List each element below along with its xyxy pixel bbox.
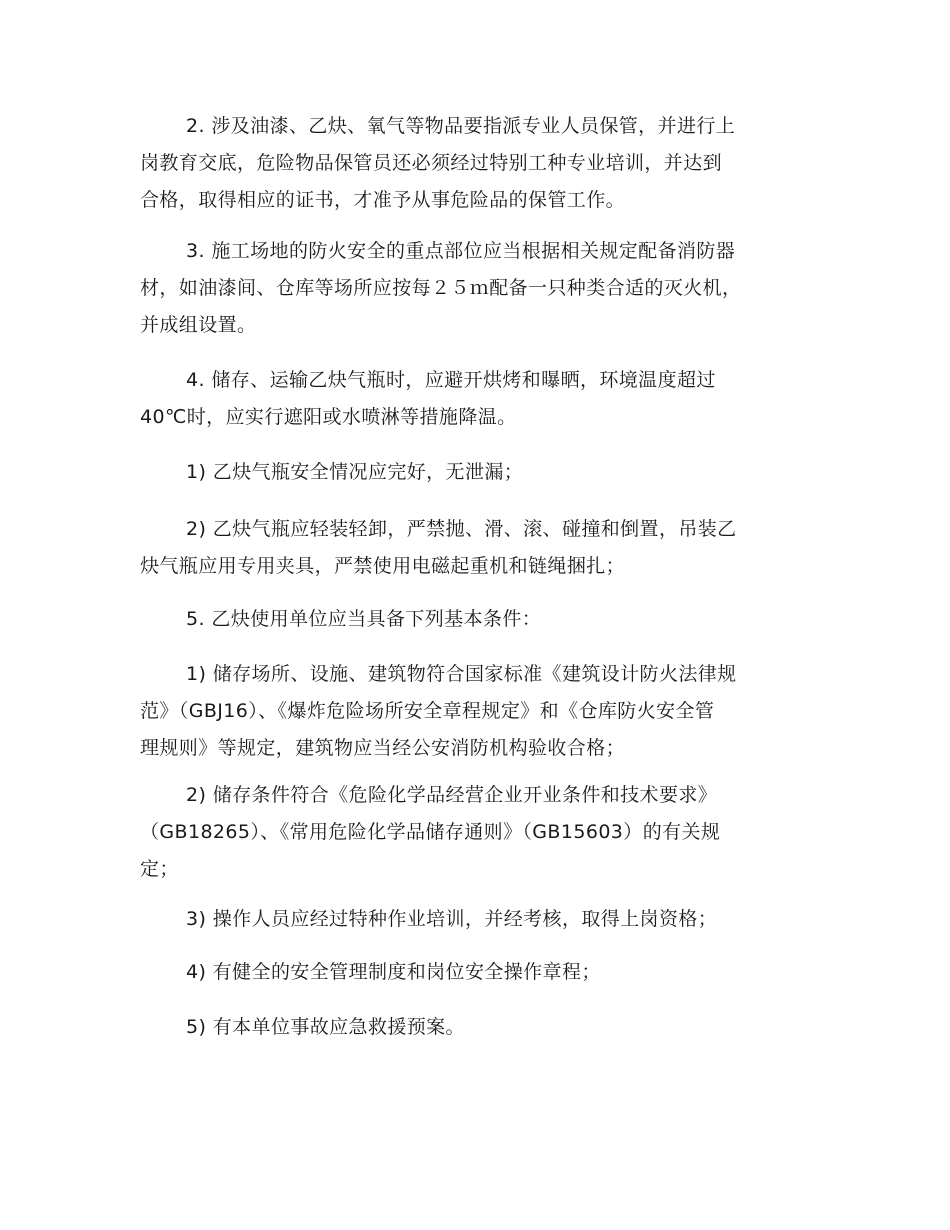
text-line: 3. 施工场地的防火安全的重点部位应当根据相关规定配备消防器	[186, 240, 736, 262]
text-line: 合格，取得相应的证书，才准予从事危险品的保管工作。	[140, 189, 626, 211]
text-line: 范》（GBJ16）、《爆炸危险场所安全章程规定》和《仓库防火安全管	[140, 700, 715, 722]
text-line: 5. 乙炔使用单位应当具备下列基本条件：	[186, 608, 542, 630]
paragraph-sub-2	[140, 511, 810, 585]
text-line: 1) 储存场所、设施、建筑物符合国家标准《建筑设计防火法律规	[186, 663, 737, 685]
text-line: 并成组设置。	[140, 314, 257, 336]
text-line: 4. 储存、运输乙炔气瓶时，应避开烘烤和曝晒，环境温度超过	[186, 369, 716, 391]
paragraph-item-4	[140, 362, 810, 436]
paragraph-sub-3	[140, 901, 810, 938]
text-line: 理规则》等规定，建筑物应当经公安消防机构验收合格；	[140, 737, 626, 759]
text-line: （GB18265）、《常用危险化学品储存通则》（GB15603）的有关规	[140, 821, 721, 843]
text-line: 2) 乙炔气瓶应轻装轻卸，严禁抛、滑、滚、碰撞和倒置，吊装乙	[186, 518, 737, 540]
text-line: 40℃时，应实行遮阳或水喷淋等措施降温。	[140, 406, 517, 428]
paragraph-sub-1	[140, 454, 810, 491]
text-line: 3) 操作人员应经过特种作业培训，并经考核，取得上岗资格；	[186, 908, 718, 930]
text-line: 定；	[140, 858, 179, 880]
text-line: 炔气瓶应用专用夹具，严禁使用电磁起重机和链绳捆扎；	[140, 555, 626, 577]
text-line: 1) 乙炔气瓶安全情况应完好，无泄漏；	[186, 461, 524, 483]
paragraph-sub-5	[140, 1009, 810, 1046]
text-line: 材，如油漆间、仓库等场所应按每２５ｍ配备一只种类合适的灭火机，	[140, 277, 742, 299]
paragraph-item-5	[140, 601, 810, 638]
paragraph-sub-4	[140, 954, 810, 991]
text-line: 4) 有健全的安全管理制度和岗位安全操作章程；	[186, 961, 601, 983]
paragraph-sub-2b	[140, 777, 810, 888]
paragraph-item-3	[140, 233, 810, 344]
text-line: 岗教育交底，危险物品保管员还必须经过特别工种专业培训，并达到	[140, 152, 723, 174]
paragraph-sub-1b	[140, 656, 810, 767]
text-line: 5) 有本单位事故应急救援预案。	[186, 1016, 465, 1038]
paragraph-item-2	[140, 108, 810, 219]
text-line: 2) 储存条件符合《危险化学品经营企业开业条件和技术要求》	[186, 784, 718, 806]
text-line: 2. 涉及油漆、乙炔、氧气等物品要指派专业人员保管，并进行上	[186, 115, 736, 137]
